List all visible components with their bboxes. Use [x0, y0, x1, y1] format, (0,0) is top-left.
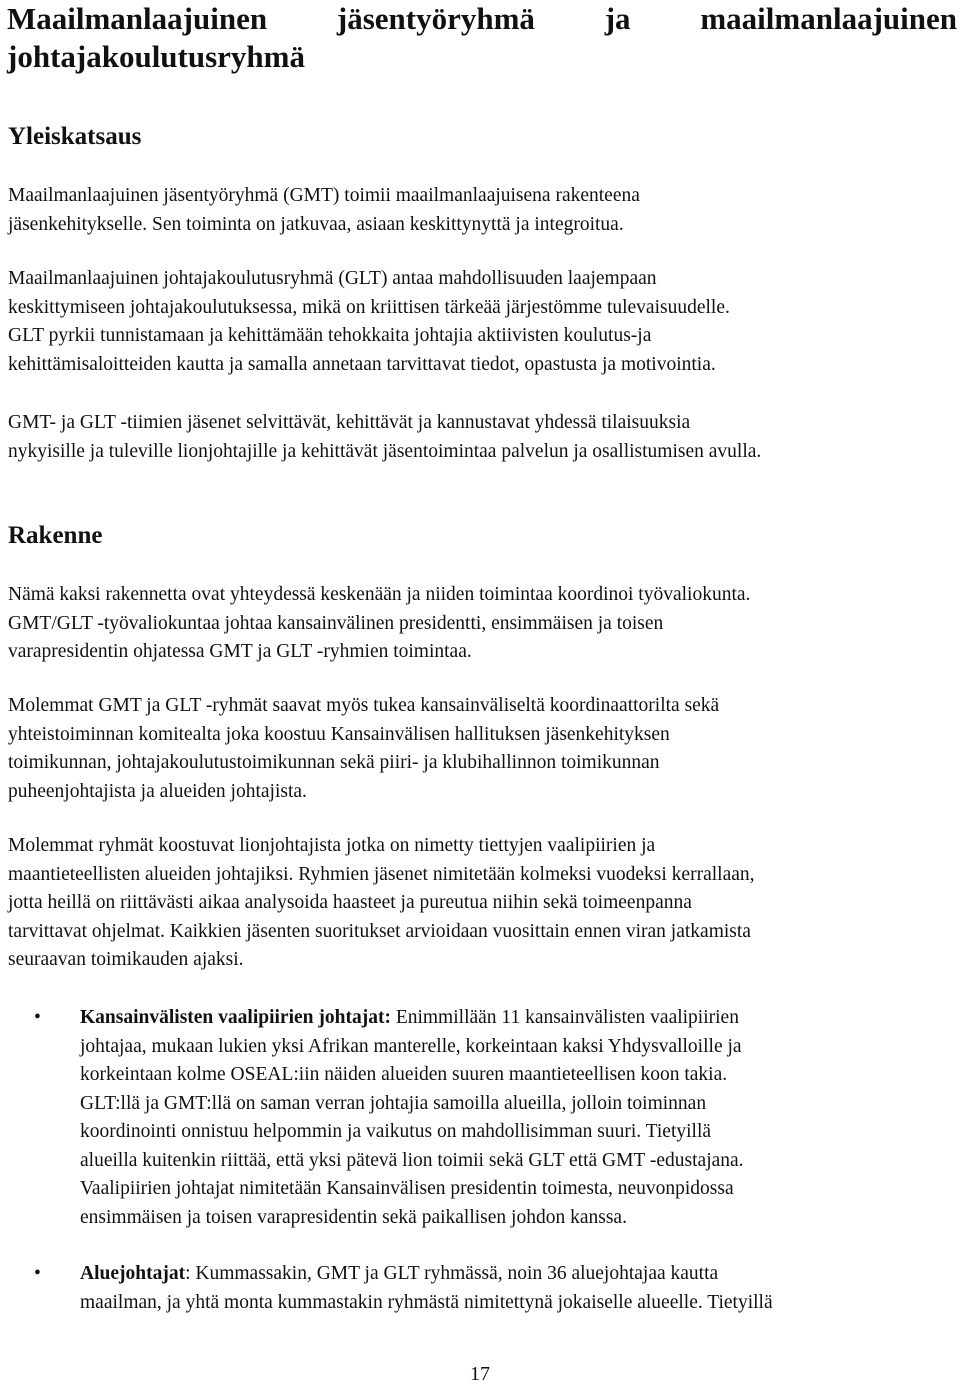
text-line: maailman, ja yhtä monta kummastakin ryhmästä nimitettynä jokaiselle alueelle. Tietyillä [80, 1291, 773, 1313]
text-line [80, 1004, 950, 1033]
title-word: ja [604, 1, 631, 36]
title-word: maailmanlaajuinen [700, 1, 958, 36]
text-line: Molemmat GMT ja GLT -ryhmät saavat myös tukea kansainväliseltä koordinaattorilta sekä [8, 695, 720, 716]
text-line: jotta heillä on riittävästi aikaa analysoida haasteet ja pureutua niihin sekä toimeenpanna [8, 892, 692, 913]
document-title-line2: johtajakoulutusryhmä [7, 39, 305, 74]
text-line: tarvittavat ohjelmat. Kaikkien jäsenten suoritukset arvioidaan vuosittain ennen viran jatkamista [8, 920, 751, 942]
text-line: koordinointi onnistuu helpommin ja vaikutus on mahdollisimman suuri. Tietyillä [80, 1121, 712, 1142]
text-line: Maailmanlaajuinen johtajakoulutusryhmä (GLT) antaa mahdollisuuden laajempaan [8, 268, 657, 289]
text-line: kehittämisaloitteiden kautta ja samalla annetaan tarvittavat tiedot, opastusta ja motivointia. [8, 353, 716, 375]
bullet-first-line-text: Enimmillään 11 kansainvälisten vaalipiirien [390, 1007, 739, 1028]
text-line: puheenjohtajista ja alueiden johtajista. [8, 780, 307, 802]
page-number: 17 [470, 1363, 490, 1385]
paragraph-overview-3 [8, 409, 943, 466]
text-line: GMT/GLT -työvaliokuntaa johtaa kansainvälinen presidentti, ensimmäisen ja toisen [8, 612, 664, 634]
text-line: toimikunnan, johtajakoulutustoimikunnan sekä piiri- ja klubihallinnon toimikunnan [8, 752, 660, 773]
text-line: jäsenkehitykselle. Sen toiminta on jatkuvaa, asiaan keskittynyttä ja integroitua. [8, 213, 624, 235]
paragraph-overview-1 [8, 182, 943, 239]
text-line: johtajaa, mukaan lukien yksi Afrikan manterelle, korkeintaan kaksi Yhdysvalloille ja [80, 1035, 742, 1057]
text-line: seuraavan toimikauden ajaksi. [8, 949, 244, 970]
text-line: GMT- ja GLT -tiimien jäsenet selvittävät, kehittävät ja kannustavat yhdessä tilaisuuksia [8, 412, 691, 433]
text-line: Molemmat ryhmät koostuvat lionjohtajista jotka on nimetty tiettyjen vaalipiirien ja [8, 835, 656, 856]
section-heading-overview: Yleiskatsaus [8, 123, 142, 150]
bullet-text [80, 1260, 950, 1317]
text-line: Vaalipiirien johtajat nimitetään Kansainvälisen presidentin toimesta, neuvonpidossa [80, 1178, 734, 1199]
text-line: Maailmanlaajuinen jäsentyöryhmä (GMT) toimii maailmanlaajuisena rakenteena [8, 185, 640, 206]
paragraph-structure-2 [8, 692, 943, 806]
bullet-first-line-text: : Kummassakin, GMT ja GLT ryhmässä, noin 36 aluejohtajaa kautta [185, 1263, 719, 1284]
text-line: varapresidentin ohjatessa GMT ja GLT -ryhmien toimintaa. [8, 641, 472, 662]
text-line: korkeintaan kolme OSEAL:iin näiden alueiden suuren maantieteellisen koon takia. [80, 1064, 728, 1085]
paragraph-structure-3 [8, 832, 943, 975]
title-word: Maailmanlaajuinen [7, 1, 268, 36]
document-title-line1 [7, 0, 957, 38]
text-line: GLT pyrkii tunnistamaan ja kehittämään tehokkaita johtajia aktiivisten koulutus-ja [8, 325, 652, 346]
text-line [80, 1260, 950, 1289]
bullet-marker: • [34, 1263, 41, 1284]
bullet-label: Aluejohtajat [80, 1263, 186, 1284]
text-line: ensimmäisen ja toisen varapresidentin sekä paikallisen johdon kanssa. [80, 1206, 627, 1228]
bullet-text [80, 1004, 950, 1232]
text-line: keskittymiseen johtajakoulutuksessa, mikä on kriittisen tärkeää järjestömme tulevaisuudelle. [8, 296, 730, 318]
bullet-marker: • [34, 1007, 41, 1028]
paragraph-overview-2 [8, 265, 943, 379]
paragraph-structure-1 [8, 581, 943, 667]
text-line: nykyisille ja tuleville lionjohtajille ja kehittävät jäsentoimintaa palvelun ja osallistumisen avulla. [8, 440, 762, 462]
text-line: GLT:llä ja GMT:llä on saman verran johtajia samoilla alueilla, jolloin toiminnan [80, 1092, 707, 1114]
text-line: Nämä kaksi rakennetta ovat yhteydessä keskenään ja niiden toimintaa koordinoi työvaliokunta. [8, 584, 751, 605]
title-word: jäsentyöryhmä [336, 1, 535, 36]
section-heading-structure: Rakenne [8, 522, 103, 549]
bullet-label: Kansainvälisten vaalipiirien johtajat: [80, 1007, 391, 1028]
text-line: yhteistoiminnan komitealta joka koostuu Kansainvälisen hallituksen jäsenkehityksen [8, 723, 670, 745]
text-line: alueilla kuitenkin riittää, että yksi pätevä lion toimii sekä GLT että GMT -edustajana. [80, 1149, 744, 1171]
text-line: maantieteellisten alueiden johtajiksi. Ryhmien jäsenet nimitetään kolmeksi vuodeksi kerrallaan, [8, 863, 755, 885]
